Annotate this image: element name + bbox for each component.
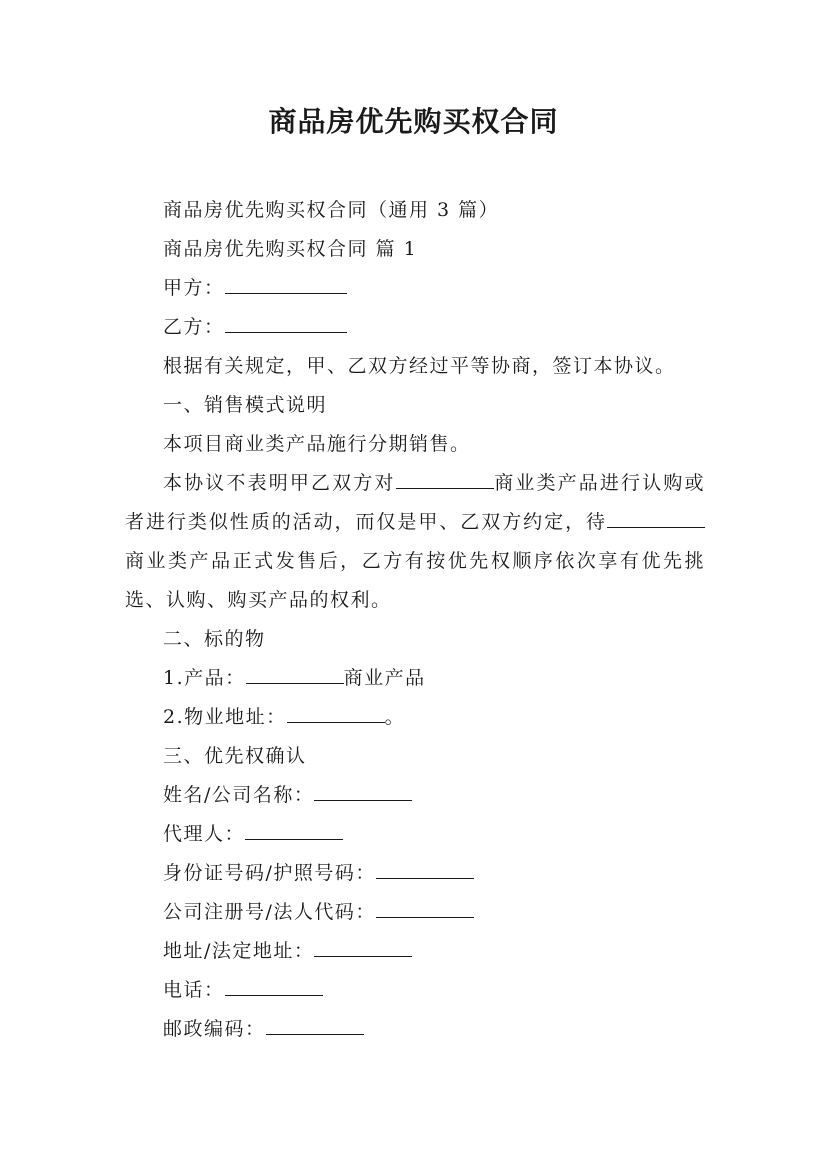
subtitle: 商品房优先购买权合同（通用 3 篇） [163,199,500,221]
party-a-line [125,269,705,308]
party-a-blank [225,271,347,294]
phone-label: 电话： [163,979,225,1001]
party-a-label: 甲方： [163,277,225,299]
name-line [125,776,705,815]
id-blank [376,856,474,879]
agent-blank [245,817,343,840]
agent-line [125,815,705,854]
reg-line [125,893,705,932]
reg-blank [376,895,474,918]
preamble: 根据有关规定，甲、乙双方经过平等协商，签订本协议。 [163,355,676,377]
item-1-blank [246,661,344,684]
s1-p2-blank-1 [396,466,494,489]
part1-heading: 商品房优先购买权合同 篇 1 [163,238,418,260]
s1-p2-text-a: 本协议不表明甲乙双方对 [163,472,396,494]
address-line [125,932,705,971]
section-2-heading: 二、标的物 [163,628,266,650]
postcode-line [125,1010,705,1049]
address-blank [314,934,412,957]
item-1-label: 1.产品： [163,667,246,689]
document-title: 商品房优先购买权合同 [268,105,559,138]
item-2-suffix: 。 [384,706,406,728]
s1-p2-text-b: 商业类产品进行认购或者进行类似性质的活动，而仅是甲、乙双方约定，待 [125,472,705,533]
name-label: 姓名/公司名称： [163,784,315,806]
s1-p2-blank-2 [607,505,705,528]
party-b-label: 乙方： [163,316,225,338]
phone-blank [225,973,323,996]
postcode-blank [266,1012,364,1035]
document-body [125,191,705,1049]
phone-line [125,971,705,1010]
section-1-paragraph-2 [125,464,705,620]
party-b-blank [225,310,347,333]
item-2-label: 2.物业地址： [163,706,287,728]
postcode-label: 邮政编码： [163,1018,266,1040]
item-1-suffix: 商业产品 [343,667,426,689]
reg-label: 公司注册号/法人代码： [163,901,376,923]
party-b-line [125,308,705,347]
item-2-blank [287,700,385,723]
name-blank [314,778,412,801]
section-3-heading: 三、优先权确认 [163,745,307,767]
id-label: 身份证号码/护照号码： [163,862,376,884]
section-1-heading: 一、销售模式说明 [163,394,328,416]
s1-p2-text-c: 商业类产品正式发售后，乙方有按优先权顺序依次享有优先挑选、认购、购买产品的权利。 [125,550,705,611]
item-2-line [125,698,705,737]
address-label: 地址/法定地址： [163,940,315,962]
id-line [125,854,705,893]
item-1-line [125,659,705,698]
section-1-paragraph-1: 本项目商业类产品施行分期销售。 [163,433,471,455]
agent-label: 代理人： [163,823,246,845]
